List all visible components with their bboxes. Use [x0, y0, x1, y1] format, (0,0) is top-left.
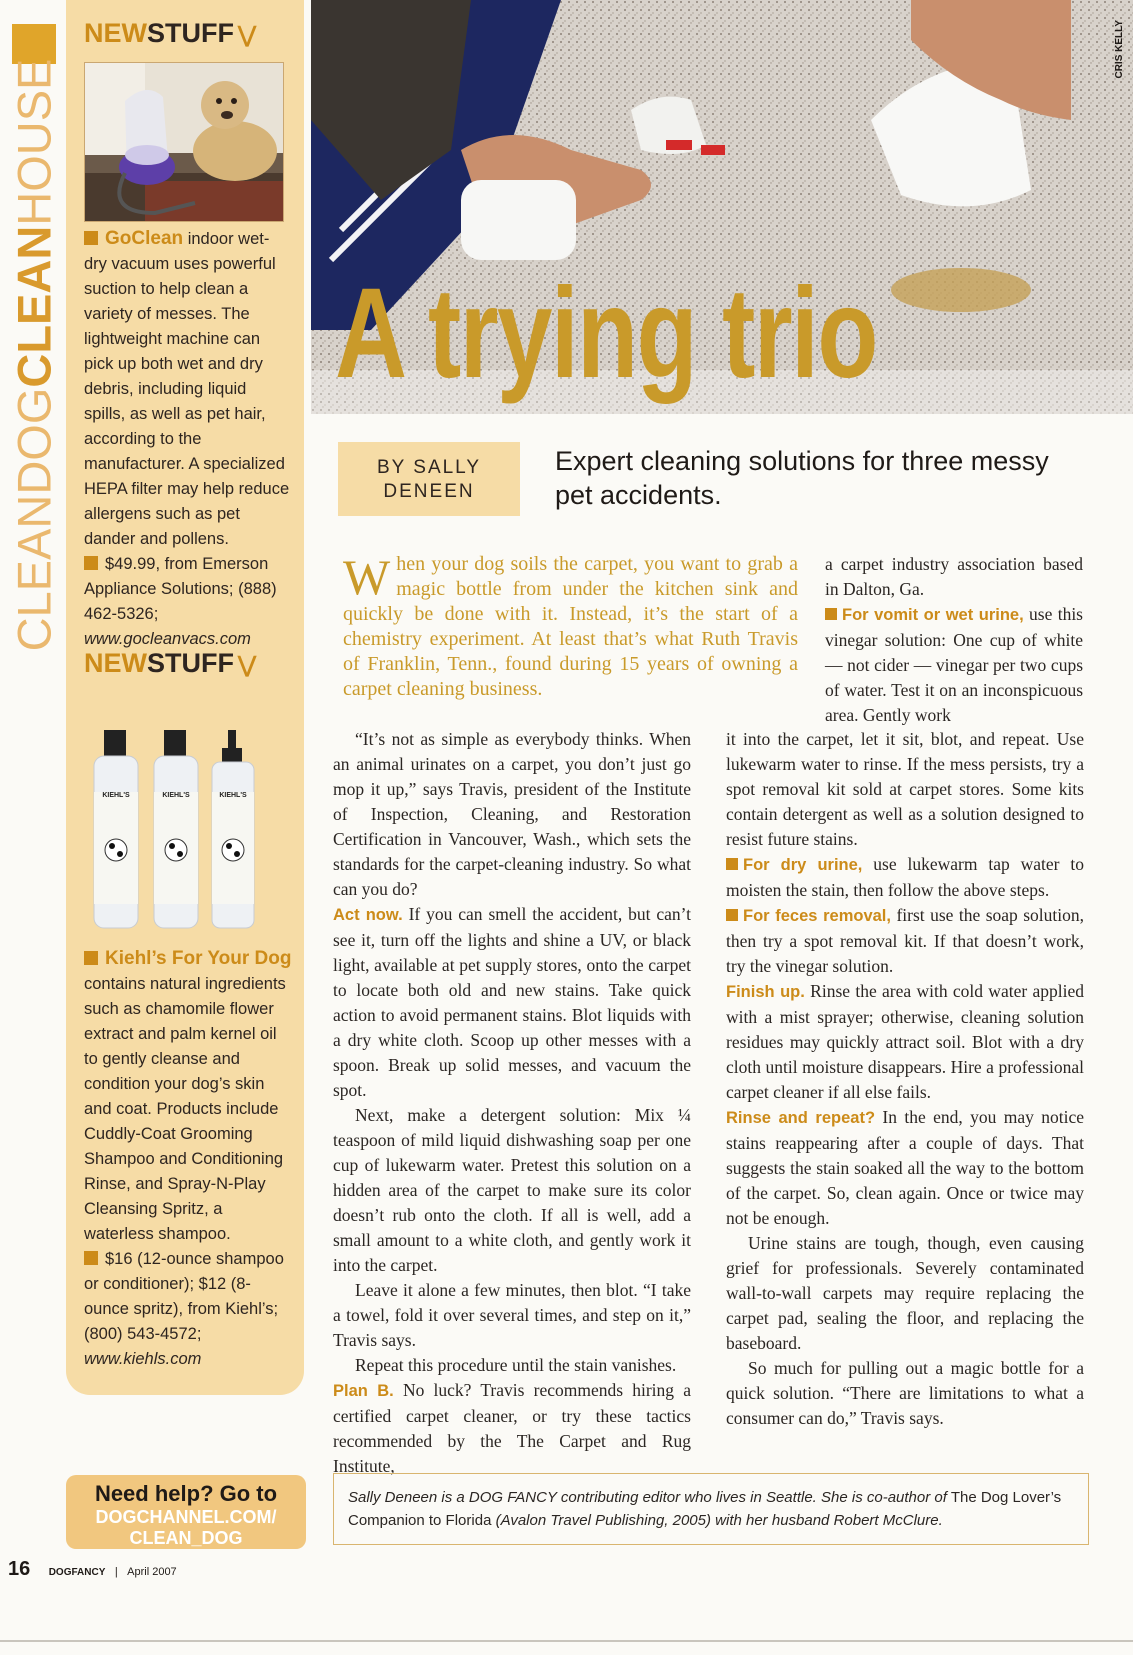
- paragraph: Finish up. Rinse the area with cold water applied with a mist sprayer; otherwise, cleaning solution residues may quickly attract soil. Blot with a dry cloth until moisture disappears. Hire a professional carpet cleaner if all else fails.: [726, 981, 1084, 1102]
- column-right: [726, 727, 1084, 1431]
- kiehls-description: Kiehl’s For Your Dog contains natural ingredients such as chamomile flower extract and palm kernel oil to gently cleanse and condition your dog’s skin and coat. Products include Cuddly-Coat Grooming Shampoo and Conditioning Rinse, and Spray-N-Play Cleansing Spritz, a waterless shampoo. $16 (12-ounce shampoo or conditioner); $12 (8-ounce spritz), from Kiehl’s; (800) 543-4572; www.kiehls.com: [84, 948, 292, 1368]
- paragraph: Plan B. No luck? Travis recommends hiring a certified carpet cleaner, or try these tactics recommended by the The Carpet and Rug Institute,: [333, 1380, 692, 1476]
- issue-date: April 2007: [127, 1566, 177, 1578]
- newstuff-heading-2: NEWSTUFF ⋁: [84, 648, 257, 678]
- column-right-top: [825, 552, 1083, 728]
- vacuum-dog-photo: [84, 62, 284, 222]
- bullet-square: [726, 909, 738, 921]
- bullet-square: [825, 608, 837, 620]
- paragraph: For feces removal, first use the soap solution, then try a spot removal kit. If that doesn’t work, try the vinegar solution.: [726, 905, 1084, 976]
- bottom-rule: [0, 1640, 1133, 1642]
- deck: Expert cleaning solutions for three messy pet accidents.: [555, 446, 1049, 510]
- page-folio: 16 DOGFANCY | April 2007: [8, 1558, 177, 1580]
- bullet-square: [726, 858, 738, 870]
- headline: A trying trio: [335, 262, 877, 405]
- bottle-label-1: KIEHL'S: [102, 792, 130, 799]
- bullet-square: [84, 231, 98, 245]
- kiehls-url[interactable]: www.kiehls.com: [84, 1350, 202, 1368]
- newstuff-heading-1: NEWSTUFF ⋁: [84, 18, 257, 48]
- paragraph: a carpet industry association based in Dalton, Ga.: [825, 554, 1083, 599]
- page-number: 16: [8, 1558, 31, 1580]
- paragraph: For vomit or wet urine, use this vinegar solution: One cup of white — not cider — vinegar per two cups of water. Test it on an inconspicuous area. Gently work: [825, 604, 1083, 725]
- goclean-description: GoClean indoor wet-dry vacuum uses powerful suction to help clean a variety of messes. The lightweight machine can pick up both wet and dry debris, including liquid spills, as well as pet hair, according to the manufacturer. A specialized HEPA filter may help reduce allergens such as pet dander and pollens. $49.99, from Emerson Appliance Solutions; (888) 462-5326; www.gocleanvacs.com: [84, 228, 290, 648]
- column-left: [333, 727, 691, 1479]
- chevron-down-icon: ⋁: [238, 652, 257, 677]
- bullet-square: [84, 556, 98, 570]
- section-title-text: CLEANDOGCLEANHOUSE: [7, 58, 61, 652]
- help-box[interactable]: Need help? Go to DOGCHANNEL.COM/ CLEAN_DOG: [66, 1475, 306, 1549]
- paragraph: Next, make a detergent solution: Mix ¼ teaspoon of mild liquid dishwashing soap per one cup of lukewarm water. Pretest this solution on a hidden area of the carpet to make sure its color doesn’t rub onto the cloth. If all is well, add a small amount to a white cloth, and gently work it into the carpet.: [333, 1105, 691, 1275]
- drop-cap: W: [343, 549, 391, 605]
- kiehls-bottles-photo: [88, 730, 288, 930]
- author-bio: Sally Deneen is a DOG FANCY contributing editor who lives in Seattle. She is co-author of The Dog Lover’s Companion to Florida (Avalon Travel Publishing, 2005) with her husband Robert McClure.: [333, 1473, 1089, 1545]
- paragraph: For dry urine, use lukewarm tap water to moisten the stain, then follow the above steps.: [726, 854, 1084, 900]
- paragraph: it into the carpet, let it sit, blot, and repeat. Use lukewarm water to rinse. If the mess persists, try a spot removal kit sold at carpet stores. Some kits contain detergent as well as a solution designed to resist future stains.: [726, 729, 1084, 849]
- paragraph: Repeat this procedure until the stain vanishes.: [355, 1355, 677, 1375]
- photo-credit: CRIS KELLY: [1114, 20, 1125, 79]
- product-name: Kiehl’s For Your Dog: [105, 948, 292, 969]
- bottle-label-2: KIEHL'S: [162, 792, 190, 799]
- lede-paragraph: When your dog soils the carpet, you want to grab a magic bottle from under the kitchen sink and quickly be done with it. Instead, it’s the start of a chemistry experiment. At least that’s what Ruth Travis of Franklin, Tenn., found during 15 years of owning a carpet cleaning business.: [343, 549, 798, 700]
- bottle-label-3: KIEHL'S: [219, 792, 247, 799]
- section-title: [7, 20, 61, 652]
- paragraph: Act now. If you can smell the accident, but can’t see it, turn off the lights and shine a UV, or black light, available at pet supply stores, onto the carpet to locate both old and new stains. Take quick action to avoid permanent stains. Blot liquids with a dry white cloth. Scoop up other messes with a spoon. Break up solid messes, and vacuum the spot.: [333, 904, 692, 1100]
- product-name: GoClean: [105, 228, 184, 249]
- chevron-down-icon: ⋁: [238, 22, 257, 47]
- paragraph: “It’s not as simple as everybody thinks. When an animal urinates on a carpet, you don’t just go mop it up,” says Travis, president of the Institute of Inspection, Cleaning, and Restoration Certification in Vancouver, Wash., which sets the standards for the carpet-cleaning industry. So what can you do?: [333, 729, 691, 899]
- paragraph: Leave it alone a few minutes, then blot. “I take a towel, fold it over several times, and step on it,” Travis says.: [333, 1280, 691, 1350]
- bullet-square: [84, 951, 98, 965]
- new-stuff-sidebar: [66, 0, 304, 1395]
- paragraph: So much for pulling out a magic bottle for a quick solution. “There are limitations to what a consumer can do,” Travis says.: [726, 1358, 1084, 1428]
- help-link[interactable]: DOGCHANNEL.COM/ CLEAN_DOG: [95, 1507, 277, 1548]
- bullet-square: [84, 1251, 98, 1265]
- byline: BY SALLY DENEEN: [338, 442, 520, 516]
- magazine-name: DOGFANCY: [48, 1567, 106, 1578]
- paragraph: Rinse and repeat? In the end, you may notice stains reappearing after a couple of days. That suggests the stain soaked all the way to the bottom of the carpet. So, clean again. Once or twice may not be enough.: [726, 1107, 1084, 1228]
- goclean-url[interactable]: www.gocleanvacs.com: [84, 630, 251, 648]
- paragraph: Urine stains are tough, though, even causing grief for professionals. Severely contaminated wall-to-wall carpets may require replacing the carpet pad, sealing the floor, and replacing the baseboard.: [726, 1233, 1084, 1353]
